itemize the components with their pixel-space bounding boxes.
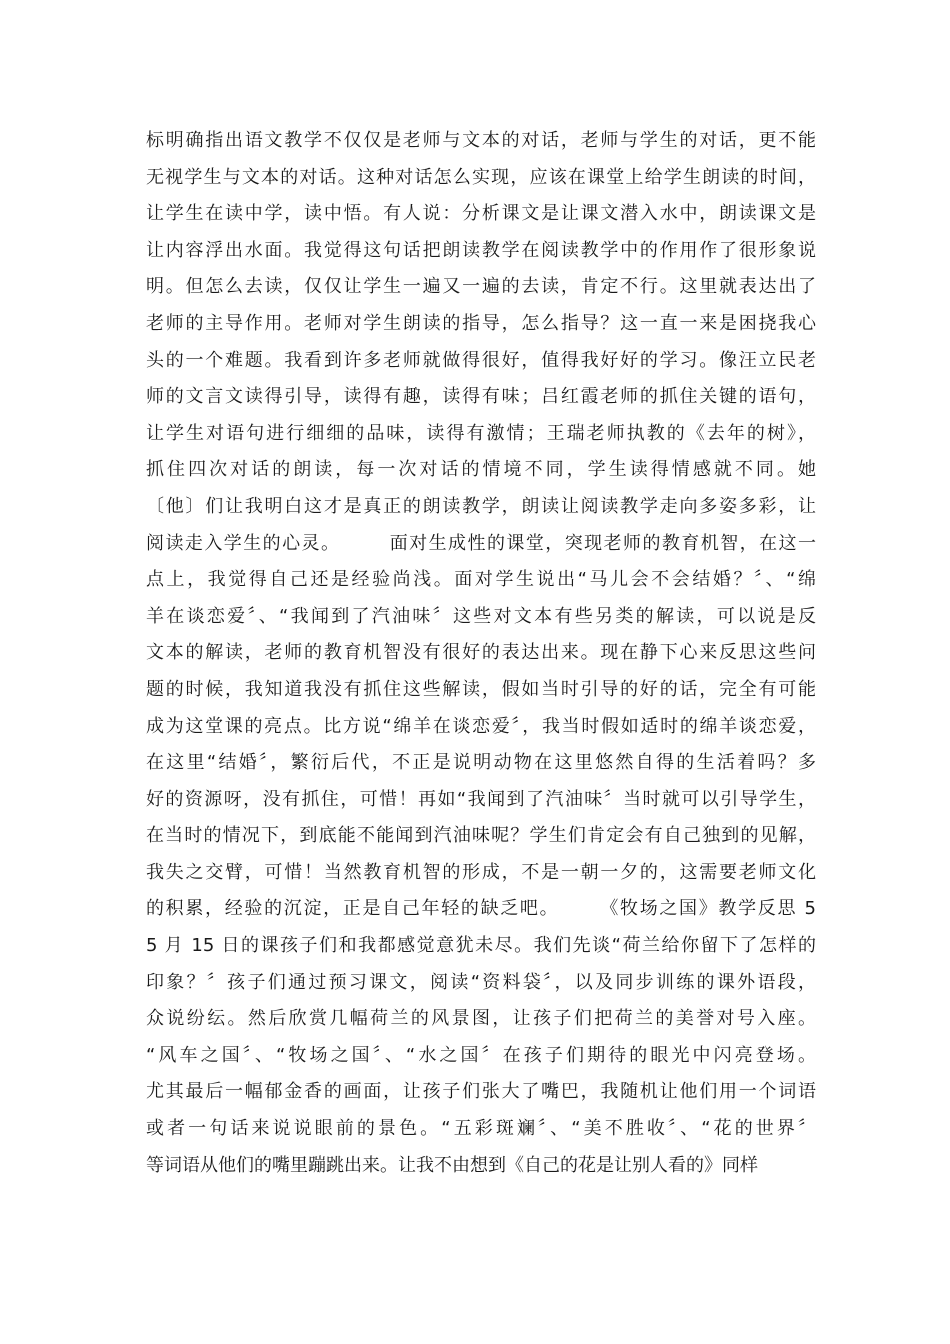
text-line: 在这里“结婚〞，繁衍后代，不正是说明动物在这里悠然自得的生活着吗？多 bbox=[146, 752, 816, 774]
text-line: 印象？〞孩子们通过预习课文，阅读“资料袋〞，以及同步训练的课外语段， bbox=[146, 971, 816, 993]
text-line: 在当时的情况下，到底能不能闻到汽油味呢？学生们肯定会有自己独到的见解， bbox=[146, 825, 816, 847]
text-line: 好的资源呀，没有抓住，可惜！再如“我闻到了汽油味〞当时就可以引导学生， bbox=[146, 788, 816, 810]
text-line: “风车之国〞、“牧场之国〞、“水之国〞在孩子们期待的眼光中闪亮登场。 bbox=[146, 1044, 816, 1066]
text-line: 让学生对语句进行细细的品味，读得有激情；王瑞老师执教的《去年的树》， bbox=[146, 422, 816, 444]
text-line: 成为这堂课的亮点。比方说“绵羊在谈恋爱〞，我当时假如适时的绵羊谈恋爱， bbox=[146, 715, 816, 737]
text-line: 或者一句话来说说眼前的景色。“五彩斑斓〞、“美不胜收〞、“花的世界〞 bbox=[146, 1118, 816, 1140]
text-line: 尤其最后一幅郁金香的画面，让孩子们张大了嘴巴，我随机让他们用一个词语 bbox=[146, 1081, 816, 1103]
text-line: 头的一个难题。我看到许多老师就做得很好，值得我好好的学习。像汪立民老 bbox=[146, 349, 816, 371]
text-line: 让内容浮出水面。我觉得这句话把朗读教学在阅读教学中的作用作了很形象说 bbox=[146, 239, 816, 261]
text-line: 标明确指出语文教学不仅仅是老师与文本的对话，老师与学生的对话，更不能 bbox=[146, 130, 816, 151]
text-line: 我失之交臂，可惜！当然教育机智的形成，不是一朝一夕的，这需要老师文化 bbox=[146, 861, 816, 883]
body-text bbox=[146, 123, 816, 1184]
text-line: 文本的解读，老师的教育机智没有很好的表达出来。现在静下心来反思这些问 bbox=[146, 642, 816, 664]
text-line: 点上，我觉得自己还是经验尚浅。面对学生说出“马儿会不会结婚？〞、“绵 bbox=[146, 569, 816, 591]
text-line: 阅读走入学生的心灵。 面对生成性的课堂，突现老师的教育机智，在这一 bbox=[146, 532, 816, 554]
text-line: 5 月 15 日的课孩子们和我都感觉意犹未尽。我们先谈“荷兰给你留下了怎样的 bbox=[146, 935, 816, 957]
text-line: 师的文言文读得引导，读得有趣，读得有味；吕红霞老师的抓住关键的语句， bbox=[146, 386, 816, 408]
text-line: 等词语从他们的嘴里蹦跳出来。让我不由想到《自己的花是让别人看的》同样 bbox=[146, 1154, 758, 1176]
text-line: 让学生在读中学，读中悟。有人说：分析课文是让课文潜入水中，朗读课文是 bbox=[146, 203, 816, 225]
text-line: 明。但怎么去读，仅仅让学生一遍又一遍的去读，肯定不行。这里就表达出了 bbox=[146, 276, 816, 298]
text-line: 的积累，经验的沉淀，正是自己年轻的缺乏吧。 《牧场之国》教学反思 5 bbox=[146, 898, 816, 920]
text-line: 题的时候，我知道我没有抓住这些解读，假如当时引导的好的话，完全有可能 bbox=[146, 678, 816, 700]
text-line: 众说纷纭。然后欣赏几幅荷兰的风景图，让孩子们把荷兰的美誉对号入座。 bbox=[146, 1008, 816, 1030]
text-line: 老师的主导作用。老师对学生朗读的指导，怎么指导？这一直一来是困挠我心 bbox=[146, 312, 816, 334]
text-line: 羊在谈恋爱〞、“我闻到了汽油味〞这些对文本有些另类的解读，可以说是反 bbox=[146, 605, 816, 627]
text-line: 抓住四次对话的朗读，每一次对话的情境不同，学生读得情感就不同。她 bbox=[146, 459, 816, 481]
text-line: 无视学生与文本的对话。这种对话怎么实现，应该在课堂上给学生朗读的时间， bbox=[146, 166, 816, 188]
text-line: 〔他〕们让我明白这才是真正的朗读教学，朗读让阅读教学走向多姿多彩，让 bbox=[146, 495, 816, 517]
